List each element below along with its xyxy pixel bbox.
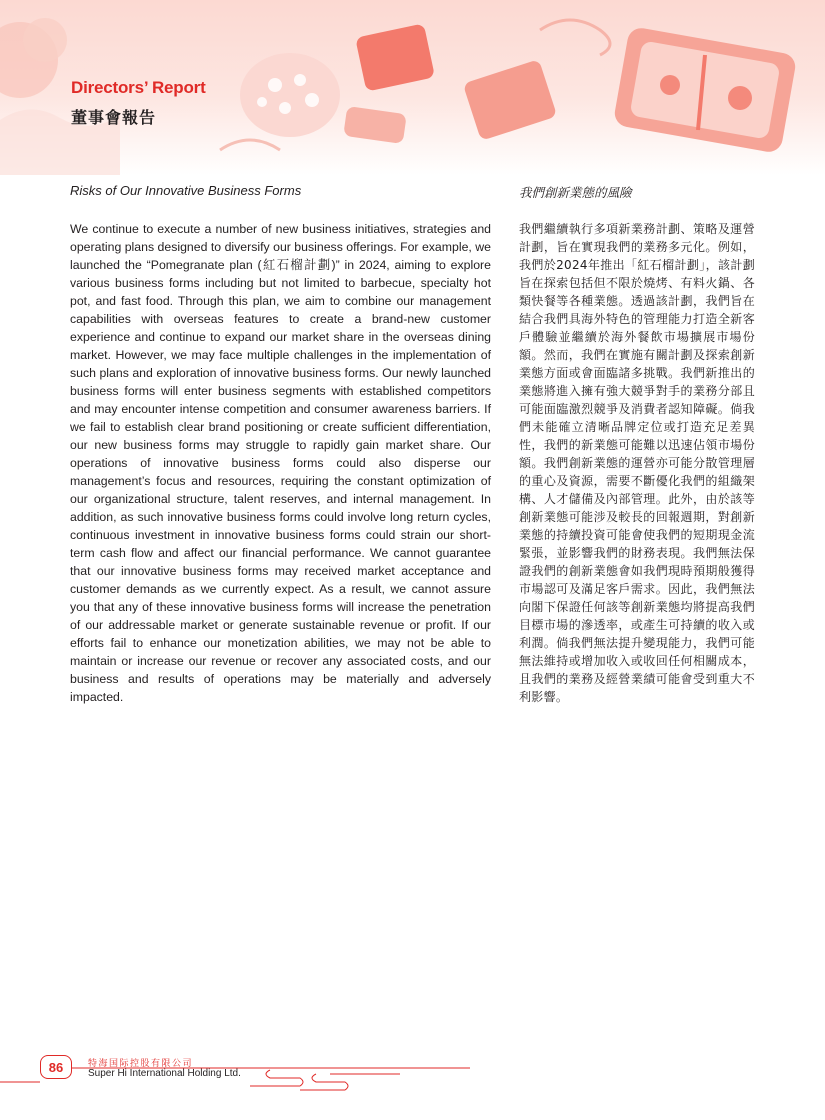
- body-paragraph-chinese: 我們繼續執行多項新業務計劃、策略及運營計劃，旨在實現我們的業務多元化。例如，我們於2024年推出「紅石榴計劃」，該計劃旨在探索包括但不限於燒烤、有料火鍋、各類快餐等各種業態。透過該計劃，我們旨在結合我們具海外特色的管理能力打造全新客戶體驗並繼續於海外餐飲市場擴展市場份額。然而，我們在實施有關計劃及探索創新業態方面或會面臨諸多挑戰。我們新推出的業態將進入擁有強大競爭對手的業務分部且可能面臨激烈競爭及消費者認知障礙。倘我們未能確立清晰品牌定位或打造充足差異性，我們的新業態可能難以迅速佔領市場份額。我們創新業態的運營亦可能分散管理層的重心及資源，需要不斷優化我們的組織架構、人才儲備及內部管理。此外，由於該等創新業態可能涉及較長的回報週期，對創新業態的持續投資可能會使我們的短期現金流緊張，並影響我們的財務表現。我們無法保證我們的創新業態會如我們現時預期般獲得市場認可及滿足客戶需求。因此，我們無法向閣下保證任何該等創新業態均將提高我們目標市場的滲透率，或產生可持續的收入或利潤。倘我們無法提升變現能力，我們可能無法維持或增加收入或收回任何相關成本，且我們的業務及經營業績可能會受到重大不利影響。: [519, 222, 755, 704]
- body-paragraph: We continue to execute a number of new business initiatives, strategies and operating plans designed to diversify our business offerings. For example, we launched the “Pomegranate plan (紅石榴計劃)” in 2024, aiming to explore various business forms including but not limited to barbecue, specialty hot pot, and fast food. Through this plan, we aim to combine our management capabilities with overseas features to create a brand-new customer experience and continue to expand our market share in the overseas dining market. However, we may face multiple challenges in the implementation of such plans and exploration of innovative business forms. Our newly launched business forms will enter business segments with established competitors and may encounter intense competition and consumer awareness barriers. If we fail to establish clear brand positioning or create sufficient differentiation, our new business forms may struggle to rapidly gain market share. Our operations of innovative business forms could also disperse our management’s focus and resources, requiring the constant optimization of our organizational structure, talent reserves, and internal management. In addition, as such innovative business forms could involve long return cycles, continuous investment in innovative business forms could strain our short-term cash flow and affect our financial performance. We cannot guarantee that our innovative business forms may received market acceptance and customer demands as we currently expect. As a result, we cannot assure you that any of these innovative business forms will increase the penetration of our addressable market or generate sustainable revenue or profit. If our efforts fail to enhance our monetization abilities, we may not be able to maintain or increase our revenue or recover any associated costs, and our business and results of operations may be materially and adversely impacted.: [70, 222, 491, 704]
- page-number: 86: [40, 1055, 72, 1079]
- company-name: Super Hi International Holding Ltd.: [88, 1068, 241, 1079]
- footer-decoration: [0, 1060, 480, 1100]
- page-title-chinese: 董事會報告: [71, 108, 157, 127]
- page-title: Directors’ Report: [71, 78, 206, 97]
- section-heading: Risks of Our Innovative Business Forms: [70, 183, 302, 198]
- company-name-chinese: 特海国际控股有限公司: [88, 1059, 194, 1069]
- section-heading-chinese: 我們創新業態的風險: [519, 185, 632, 200]
